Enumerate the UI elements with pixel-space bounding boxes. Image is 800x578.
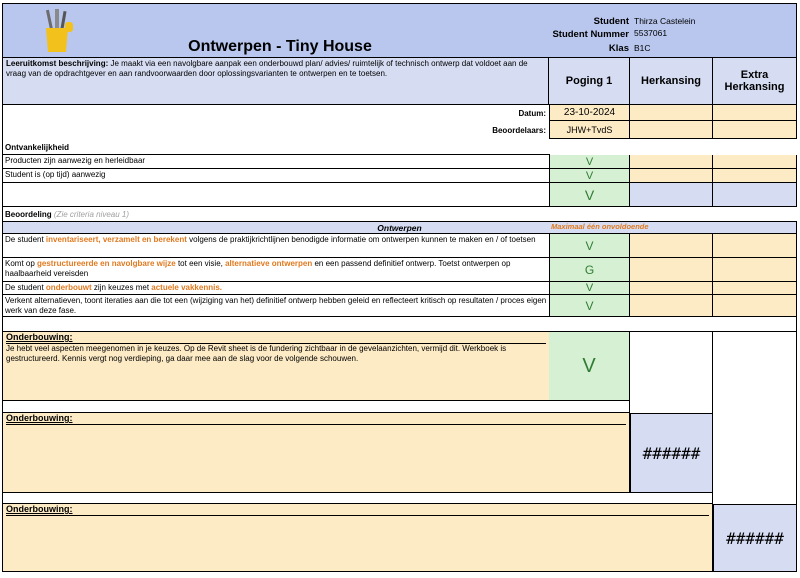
onderbouwing-2-label: Onderbouwing: (6, 413, 626, 425)
ontvankelijkheid-mark[interactable]: V (549, 169, 630, 183)
criterion-extra[interactable] (713, 295, 797, 317)
ontvankelijkheid-total-extra (713, 183, 797, 207)
student-number-value: 5537061 (634, 28, 668, 38)
date-label: Datum: (518, 109, 546, 118)
date-extra[interactable] (713, 105, 797, 121)
max-note: Maximaal één onvoldoende (551, 222, 649, 231)
class-value: B1C (634, 43, 651, 53)
criterion-mark[interactable]: V (549, 295, 630, 317)
ontvankelijkheid-total-row (2, 183, 550, 207)
ontvankelijkheid-extra[interactable] (713, 169, 797, 183)
assessors-label: Beoordelaars: (492, 126, 546, 135)
assessors-value[interactable]: JHW+TvdS (549, 121, 630, 139)
criterion-mark[interactable]: V (549, 234, 630, 258)
pencil-cup-icon (40, 8, 76, 54)
spacer-row (2, 493, 713, 504)
criterion-extra[interactable] (713, 258, 797, 282)
col-poging-1: Poging 1 (549, 58, 630, 105)
assessors-extra[interactable] (713, 121, 797, 139)
spacer-row (2, 317, 797, 332)
onderbouwing-1-herk (630, 332, 713, 413)
ontvankelijkheid-herk[interactable] (630, 169, 713, 183)
onderbouwing-1-box[interactable] (2, 332, 550, 401)
criterion-extra[interactable] (713, 234, 797, 258)
ontwerpen-section-title: Ontwerpen (2, 221, 797, 234)
onderbouwing-2-box[interactable] (2, 413, 630, 493)
onderbouwing-2-mark[interactable]: ###### (630, 413, 713, 493)
onderbouwing-3-box[interactable] (2, 504, 713, 572)
date-herkansing[interactable] (630, 105, 713, 121)
student-number-label: Student Nummer (552, 29, 629, 40)
class-label: Klas (608, 43, 629, 54)
divider (2, 139, 550, 155)
criterion-herk[interactable] (630, 282, 713, 295)
col-herkansing: Herkansing (630, 58, 713, 105)
criterion-herk[interactable] (630, 258, 713, 282)
col-extra-herkansing: Extra Herkansing (713, 58, 797, 105)
criterion-row: Verkent alternatieven, toont iteraties aan die tot een (wijziging van het) definitief ontwerp hebben geleid en reflecteert kritisch op resultaten / proces eigen werk van deze fase. (2, 295, 550, 317)
ontvankelijkheid-total-mark[interactable]: V (549, 183, 630, 207)
ontvankelijkheid-row: Student is (op tijd) aanwezig (2, 169, 550, 183)
onderbouwing-3-label: Onderbouwing: (6, 504, 709, 516)
criterion-mark[interactable]: V (549, 282, 630, 295)
criterion-row: De student inventariseert, verzamelt en berekent volgens de praktijkrichtlijnen benodigde informatie om ontwerpen kunnen te maken en / of toetsen (2, 234, 550, 258)
date-value[interactable]: 23-10-2024 (549, 105, 630, 121)
ontvankelijkheid-total-herk (630, 183, 713, 207)
criterion-herk[interactable] (630, 295, 713, 317)
onderbouwing-1-extra (713, 332, 797, 504)
spacer-row (2, 401, 630, 413)
criterion-row: Komt op gestructureerde en navolgbare wijze tot een visie, alternatieve ontwerpen en een passend definitief ontwerp. Toetst ontwerpen op haalbaarheid vereisden (2, 258, 550, 282)
ontvankelijkheid-extra[interactable] (713, 155, 797, 169)
onderbouwing-1-mark[interactable]: V (549, 332, 630, 401)
ontvankelijkheid-heading: Ontvankelijkheid (5, 143, 70, 152)
onderbouwing-1-text: Je hebt veel aspecten meegenomen in je keuzes. Op de Revit sheet is de fundering zichtbaar in de gevelaanzichten, vermijd dit. Werkboek is gestructureerd. Kennis vergt nog verdieping, ga daar mee aan de slag voor de volgende schouwen. (6, 344, 507, 363)
criterion-mark[interactable]: G (549, 258, 630, 282)
page-title: Ontwerpen - Tiny House (188, 38, 372, 55)
onderbouwing-1-label: Onderbouwing: (6, 332, 546, 344)
ontvankelijkheid-row: Producten zijn aanwezig en herleidbaar (2, 155, 550, 169)
onderbouwing-3-mark[interactable]: ###### (713, 504, 797, 572)
ontvankelijkheid-herk[interactable] (630, 155, 713, 169)
student-label: Student (593, 16, 629, 27)
criterion-extra[interactable] (713, 282, 797, 295)
beoordeling-heading: Beoordeling (Zie criteria niveau 1) (5, 210, 130, 219)
ontvankelijkheid-mark[interactable]: V (549, 155, 630, 169)
assessors-herkansing[interactable] (630, 121, 713, 139)
student-value: Thirza Castelein (634, 16, 696, 26)
criterion-herk[interactable] (630, 234, 713, 258)
learning-outcome: Leeruitkomst beschrijving: Je maakt via een navolgbare aanpak een onderbouwd plan/ advies/ ruimtelijk of technisch ontwerp dat voldoet aan de vraag van de opdrachtgever en aan randvoorwaarden door oplossingsvarianten te ontwerpen en te toetsen. (2, 58, 549, 105)
criterion-row: De student onderbouwt zijn keuzes met actuele vakkennis. (2, 282, 550, 295)
